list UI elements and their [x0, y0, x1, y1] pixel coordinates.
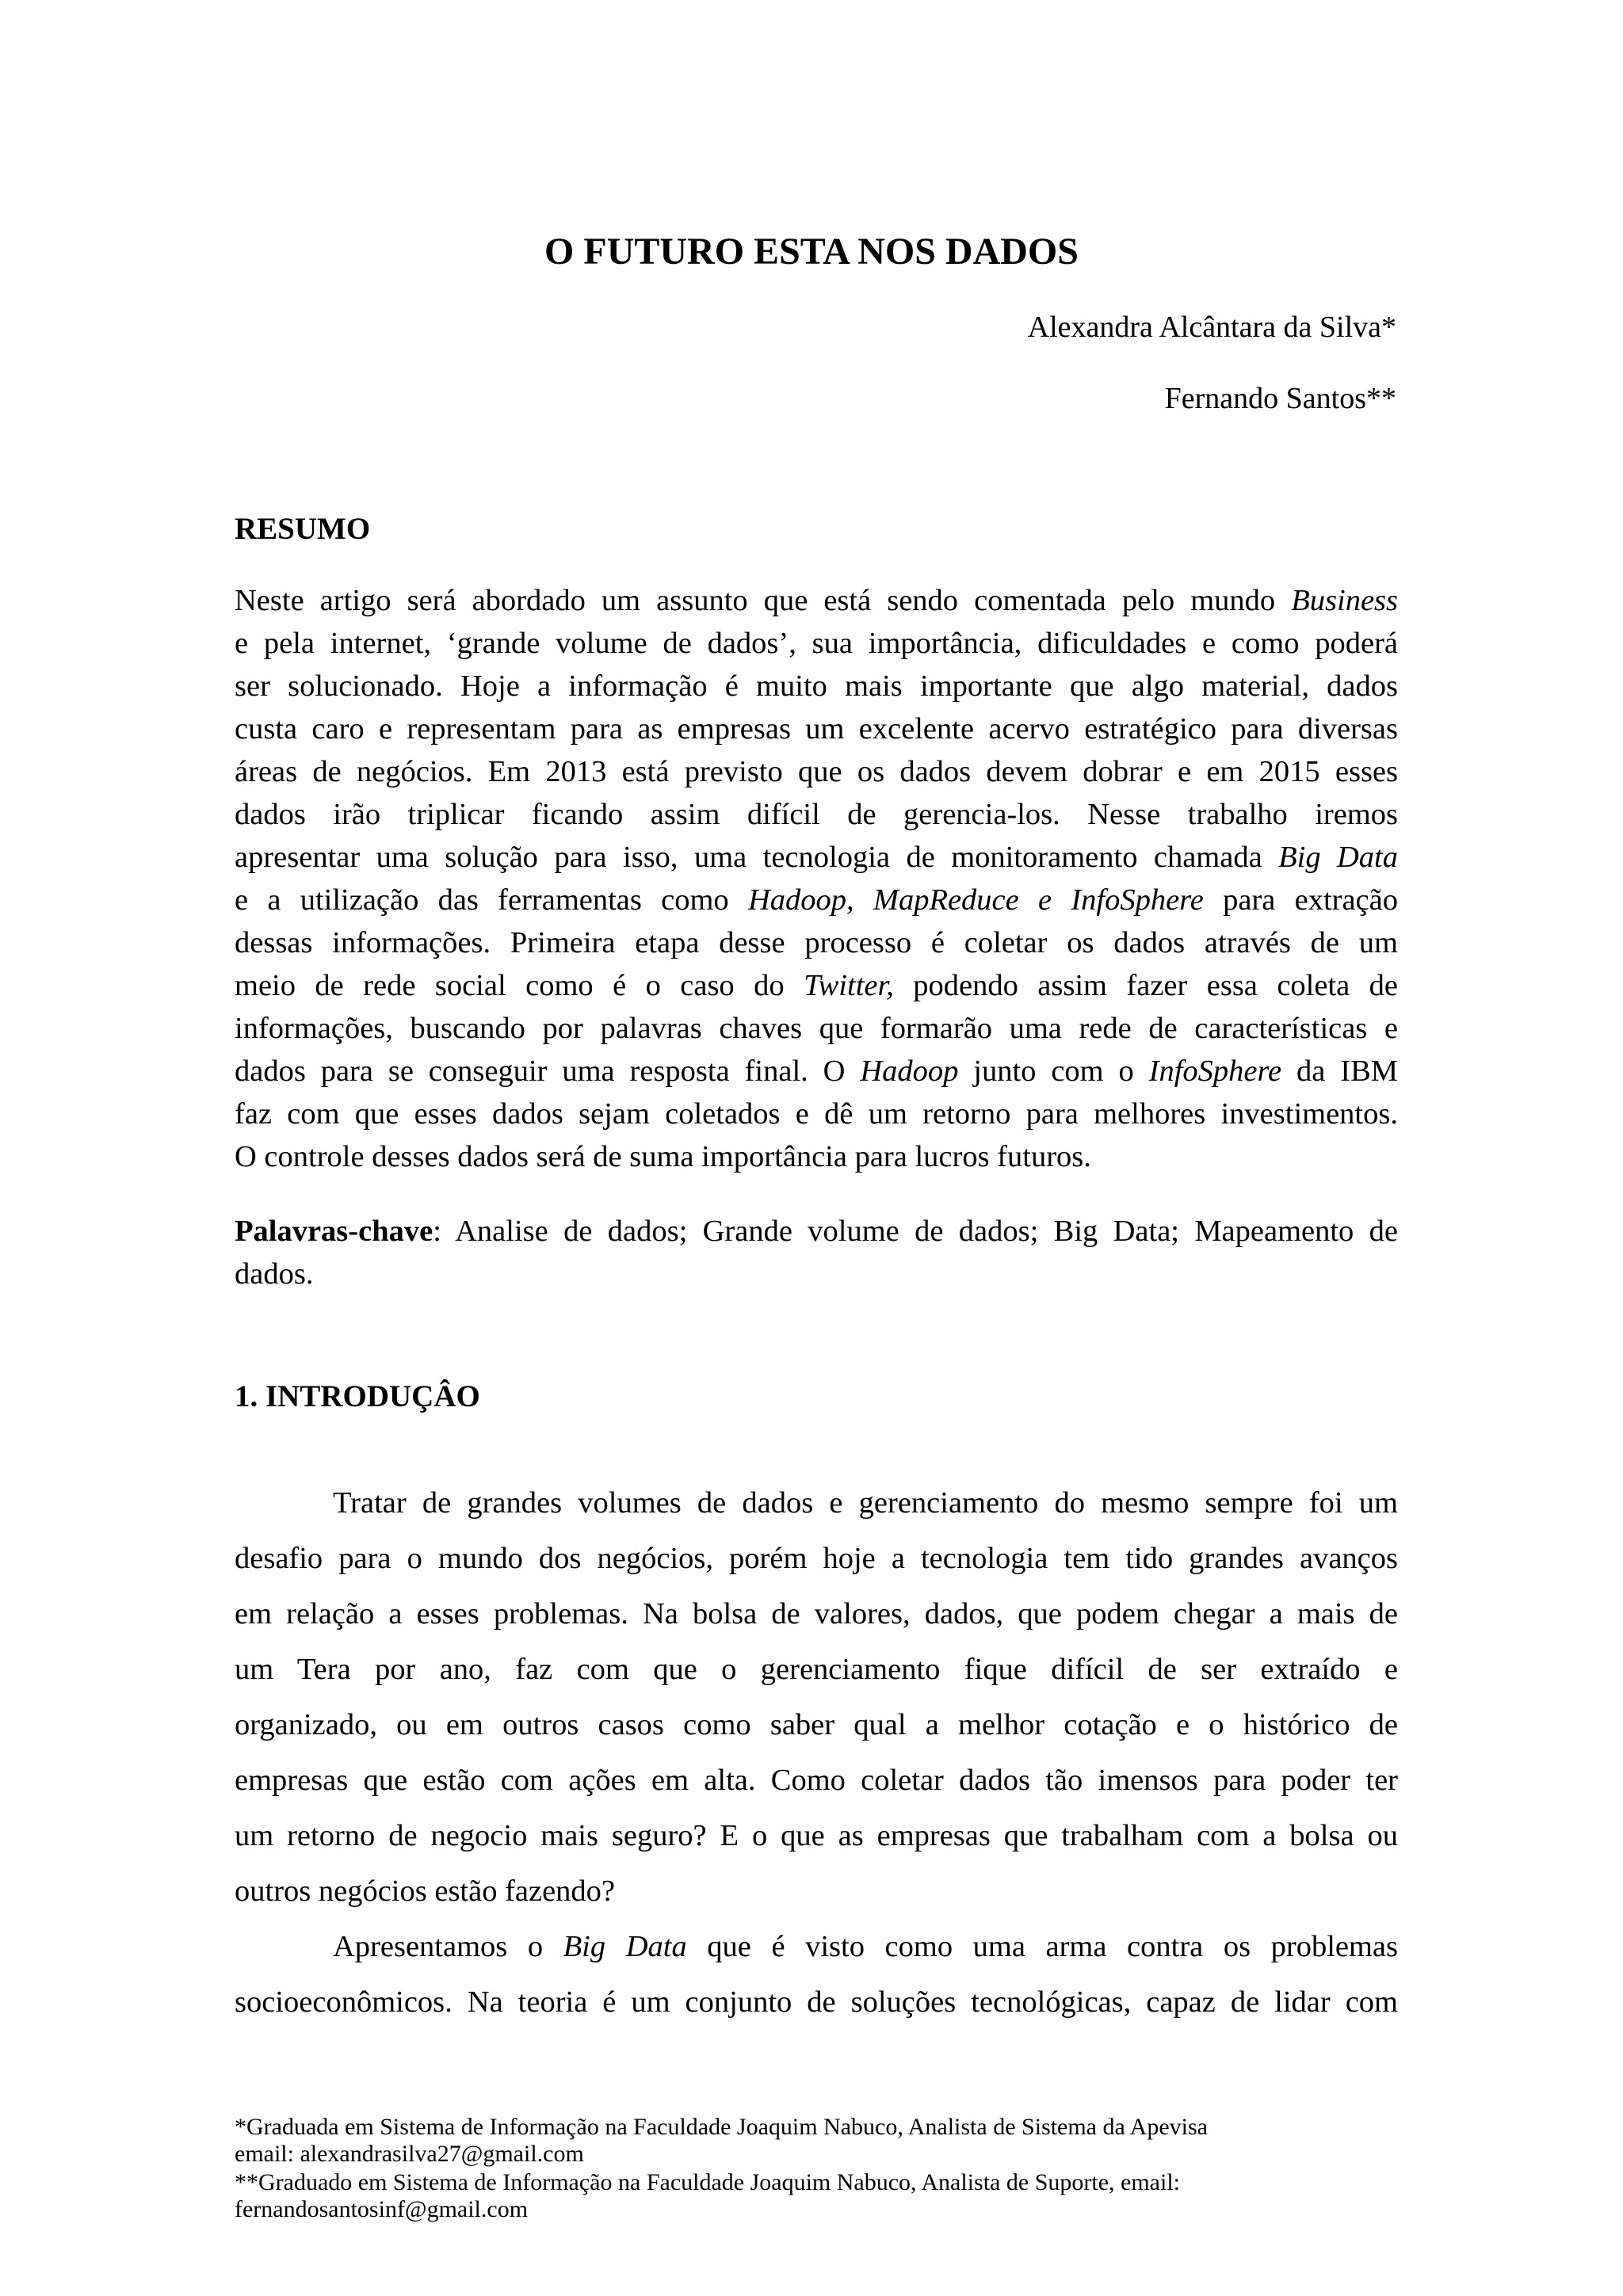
keywords-line [235, 1213, 1398, 1249]
abstract-line: apresentar uma solução para isso, uma tecnologia de monitoramento chamada Big Data [235, 841, 1398, 874]
footnote-line: email: alexandrasilva27@gmail.com [235, 2141, 584, 2167]
italic-term: Twitter, [804, 969, 894, 1002]
intro-line: organizado, ou em outros casos como saber qual a melhor cotação e o histórico de [235, 1708, 1398, 1741]
intro-line: um retorno de negocio mais seguro? E o que as empresas que trabalham com a bolsa ou [235, 1819, 1398, 1852]
intro-line: em relação a esses problemas. Na bolsa de valores, dados, que podem chegar a mais de [235, 1597, 1398, 1630]
footnote-line: *Graduada em Sistema de Informação na Faculdade Joaquim Nabuco, Analista de Sistema da Apevisa [235, 2114, 1208, 2140]
italic-term: InfoSphere [1148, 1055, 1282, 1088]
intro-line: socioeconômicos. Na teoria é um conjunto de soluções tecnológicas, capaz de lidar com [235, 1985, 1398, 2019]
abstract-line: áreas de negócios. Em 2013 está previsto que os dados devem dobrar e em 2015 esses [235, 755, 1398, 788]
abstract-heading: RESUMO [235, 512, 371, 546]
intro-line: um Tera por ano, faz com que o gerenciamento fique difícil de ser extraído e [235, 1653, 1398, 1686]
keywords-text: : Analise de dados; Grande volume de dados; Big Data; Mapeamento de [433, 1215, 1398, 1248]
paper-title: O FUTURO ESTA NOS DADOS [544, 231, 1079, 273]
intro-line: Apresentamos o Big Data que é visto como uma arma contra os problemas [333, 1930, 1398, 1963]
italic-term: Big Data [1278, 841, 1398, 874]
footnote-line: fernandosantosinf@gmail.com [235, 2196, 529, 2222]
intro-line: desafio para o mundo dos negócios, porém hoje a tecnologia tem tido grandes avanços [235, 1542, 1398, 1575]
author-2: Fernando Santos** [1164, 382, 1396, 415]
abstract-line: informações, buscando por palavras chaves que formarão uma rede de características e [235, 1012, 1398, 1045]
intro-line: empresas que estão com ações em alta. Como coletar dados tão imensos para poder ter [235, 1764, 1398, 1797]
intro-line: Tratar de grandes volumes de dados e gerenciamento do mesmo sempre foi um [333, 1486, 1398, 1520]
intro-line: outros negócios estão fazendo? [235, 1875, 616, 1908]
italic-term: Hadoop [860, 1055, 959, 1088]
abstract-line: custa caro e representam para as empresas um excelente acervo estratégico para diversas [235, 712, 1398, 746]
abstract-line: faz com que esses dados sejam coletados e dê um retorno para melhores investimentos. [235, 1097, 1398, 1131]
abstract-line: e pela internet, ‘grande volume de dados’, sua importância, dificuldades e como poderá [235, 627, 1398, 660]
abstract-line: dados para se conseguir uma resposta final. O Hadoop junto com o InfoSphere da IBM [235, 1055, 1398, 1088]
abstract-line: meio de rede social como é o caso do Twitter, podendo assim fazer essa coleta de [235, 969, 1399, 1002]
abstract-line: Neste artigo será abordado um assunto que está sendo comentada pelo mundo Business [235, 584, 1398, 617]
footnote-line: **Graduado em Sistema de Informação na Faculdade Joaquim Nabuco, Analista de Suporte, email: [235, 2169, 1180, 2195]
abstract-line: O controle desses dados será de suma importância para lucros futuros. [235, 1140, 1091, 1173]
abstract-line: dados irão triplicar ficando assim difícil de gerencia-los. Nesse trabalho iremos [235, 798, 1398, 831]
abstract-line: dessas informações. Primeira etapa desse processo é coletar os dados através de um [235, 926, 1398, 959]
italic-term: Hadoop, MapReduce e InfoSphere [747, 883, 1204, 917]
section-heading-introduction: 1. INTRODUÇÂO [235, 1379, 480, 1413]
keywords-line-2: dados. [235, 1257, 314, 1291]
author-1: Alexandra Alcântara da Silva* [1027, 311, 1396, 344]
italic-term: Business [1291, 584, 1398, 617]
italic-term: Big Data [563, 1930, 687, 1963]
keywords-label: Palavras-chave [235, 1215, 433, 1248]
abstract-line: ser solucionado. Hoje a informação é muito mais importante que algo material, dados [235, 669, 1398, 703]
abstract-line: e a utilização das ferramentas como Hadoop, MapReduce e InfoSphere para extração [235, 883, 1398, 917]
